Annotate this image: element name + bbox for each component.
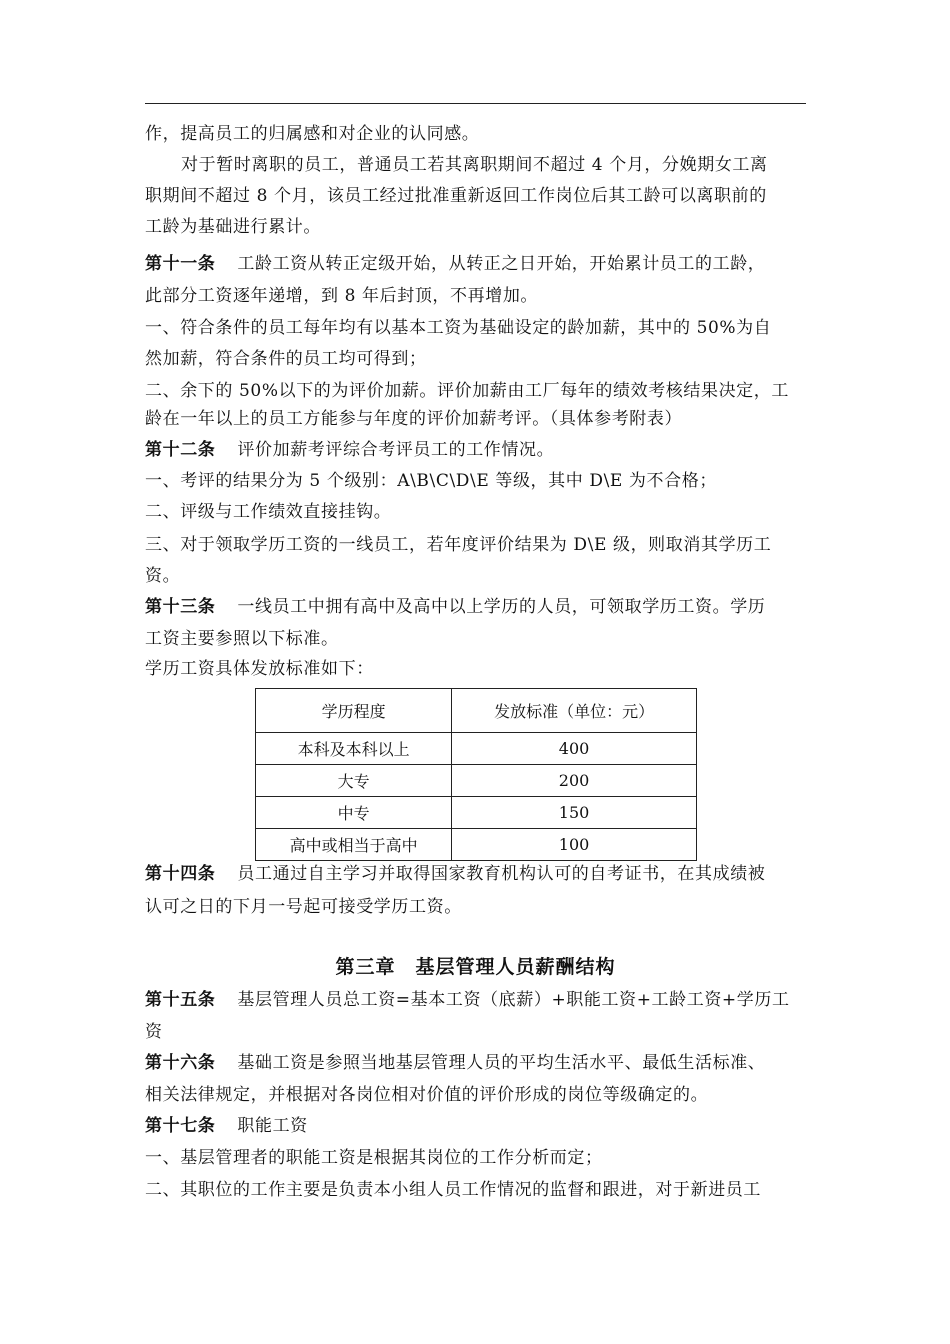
paragraph-line: 二、评级与工作绩效直接挂钩。 [145,502,392,522]
paragraph-line: 资。 [145,566,181,586]
table-cell: 100 [452,829,697,861]
paragraph-line: 二、余下的 50%以下的为评价加薪。评价加薪由工厂每年的绩效考核结果决定，工 [145,381,789,401]
article-11-text: 工龄工资从转正定级开始，从转正之日开始，开始累计员工的工龄， [237,254,766,274]
table-cell: 本科及本科以上 [256,733,452,765]
article-14 [145,859,806,890]
paragraph-line: 此部分工资逐年递增，到 8 年后封顶，不再增加。 [145,286,539,306]
paragraph-line: 然加薪，符合条件的员工均可得到； [145,349,427,369]
education-salary-table [255,688,697,861]
table-cell: 150 [452,797,697,829]
article-11 [145,249,806,280]
article-16-title: 第十六条 [145,1053,216,1073]
article-13 [145,592,806,623]
article-16 [145,1048,806,1079]
paragraph-line: 龄在一年以上的员工方能参与年度的评价加薪考评。（具体参考附表） [145,409,683,429]
paragraph-line: 相关法律规定，并根据对各岗位相对价值的评价形成的岗位等级确定的。 [145,1085,709,1105]
paragraph-line: 三、对于领取学历工资的一线员工，若年度评价结果为 D\E 级，则取消其学历工 [145,535,772,555]
paragraph-line: 二、其职位的工作主要是负责本小组人员工作情况的监督和跟进，对于新进员工 [145,1180,761,1200]
table-row [256,797,697,829]
article-16-text: 基础工资是参照当地基层管理人员的平均生活水平、最低生活标准、 [237,1053,766,1073]
article-13-title: 第十三条 [145,597,216,617]
article-15-text: 基层管理人员总工资=基本工资（底薪）+职能工资+工龄工资+学历工 [237,990,790,1010]
table-cell: 大专 [256,765,452,797]
paragraph-line: 职期间不超过 8 个月，该员工经过批准重新返回工作岗位后其工龄可以离职前的 [145,186,767,206]
paragraph-line: 学历工资具体发放标准如下： [145,659,374,679]
paragraph-line: 对于暂时离职的员工，普通员工若其离职期间不超过 4 个月，分娩期女工离 [181,155,768,175]
paragraph-line: 一、符合条件的员工每年均有以基本工资为基础设定的龄加薪，其中的 50%为自 [145,318,772,338]
article-17-title: 第十七条 [145,1116,216,1136]
article-12-title: 第十二条 [145,440,216,460]
table-cell: 400 [452,733,697,765]
paragraph-line: 作，提高员工的归属感和对企业的认同感。 [145,124,480,144]
table-header-row [256,689,697,733]
article-12 [145,435,806,466]
table-cell: 中专 [256,797,452,829]
article-13-text: 一线员工中拥有高中及高中以上学历的人员，可领取学历工资。学历 [237,597,766,617]
table-header-cell: 学历程度 [256,689,452,733]
article-15 [145,985,806,1016]
paragraph-line: 工资主要参照以下标准。 [145,629,339,649]
paragraph-line: 认可之日的下月一号起可接受学历工资。 [145,897,462,917]
table-cell: 200 [452,765,697,797]
article-14-title: 第十四条 [145,864,216,884]
table-row [256,765,697,797]
table-header-cell: 发放标准（单位：元） [452,689,697,733]
article-14-text: 员工通过自主学习并取得国家教育机构认可的自考证书，在其成绩被 [237,864,766,884]
article-17-text: 职能工资 [237,1116,308,1136]
table-row [256,829,697,861]
article-17 [145,1111,806,1142]
paragraph-line: 资 [145,1022,163,1042]
header-rule [145,103,806,104]
table-cell: 高中或相当于高中 [256,829,452,861]
paragraph-line: 工龄为基础进行累计。 [145,217,321,237]
article-15-title: 第十五条 [145,990,216,1010]
table-row [256,733,697,765]
article-12-text: 评价加薪考评综合考评员工的工作情况。 [237,440,555,460]
paragraph-line: 一、基层管理者的职能工资是根据其岗位的工作分析而定； [145,1148,603,1168]
chapter-title: 第三章 基层管理人员薪酬结构 [335,956,616,978]
paragraph-line: 一、考评的结果分为 5 个级别：A\B\C\D\E 等级，其中 D\E 为不合格； [145,471,717,491]
article-11-title: 第十一条 [145,254,216,274]
